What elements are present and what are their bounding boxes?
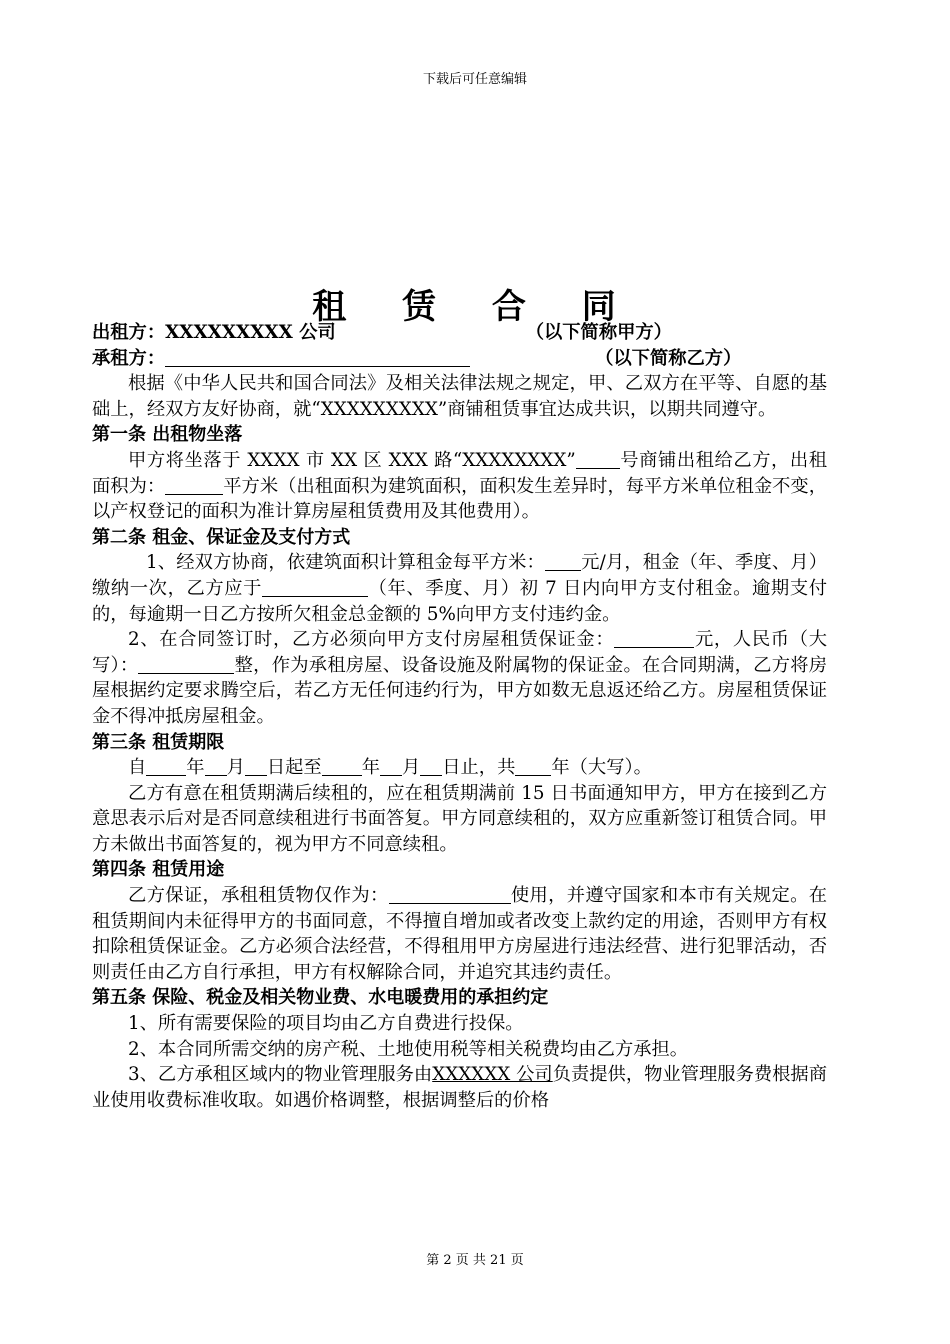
- text: 3、乙方承租区域内的物业管理服务由: [128, 1064, 433, 1086]
- section-3-paragraph-2: 乙方有意在租赁期满后续租的，应在租赁期满前 15 日书面通知甲方，甲方在接到乙方意思表示后对是否同意续租进行书面答复。甲方同意续租的，双方应重新签订租赁合同。甲方未做出书面答复的，视为甲方不同意续租。: [92, 782, 827, 855]
- section-5-heading: 第五条 保险、税金及相关物业费、水电暖费用的承担约定: [92, 987, 549, 1009]
- text: 负责提供，物业管理服务费根据商业使用收费标准收取。如遇价格调整，根据调整后的价格: [92, 1064, 827, 1111]
- area-blank: [165, 475, 223, 495]
- text: 月: [226, 757, 245, 779]
- text: 号商铺出租给乙方，出租面积为：: [92, 449, 828, 497]
- section-2-paragraph-1: [92, 550, 827, 627]
- property-company: XXXXXX 公司: [432, 1064, 553, 1086]
- section-1-heading: 第一条 出租物坐落: [92, 424, 243, 446]
- text: 年（大写）。: [551, 757, 652, 779]
- usage-blank: [389, 884, 511, 904]
- text: 月: [401, 757, 421, 779]
- lessor-label: 出租方：: [92, 322, 166, 343]
- end-year-blank: [322, 756, 362, 776]
- text: 1、经双方协商，依建筑面积计算租金每平方米：: [146, 552, 545, 574]
- text: 年: [186, 757, 205, 779]
- section-1-paragraph: [92, 448, 827, 525]
- section-2-heading: 第二条 租金、保证金及支付方式: [92, 526, 351, 548]
- text: 整，作为承租房屋、设备设施及附属物的保证金。在合同期满，乙方将房屋根据约定要求腾空后，若乙方无任何违约行为，甲方如数无息返还给乙方。房屋租赁保证金不得冲抵房屋租金。: [92, 654, 828, 727]
- lessee-name-blank: [165, 347, 470, 367]
- lessor-note: （以下简称甲方）: [525, 322, 672, 343]
- text: 乙方保证，承租租赁物仅作为：: [128, 885, 389, 907]
- payment-period-blank: [262, 577, 368, 597]
- text: 2、在合同签订时，乙方必须向甲方支付房屋租赁保证金：: [128, 629, 615, 651]
- deposit-amount-blank: [614, 628, 694, 648]
- section-2-paragraph-2: [92, 627, 827, 729]
- contract-title: 租 赁 合 同: [312, 287, 638, 327]
- section-4-heading: 第四条 租赁用途: [92, 859, 225, 881]
- text: 使用，并遵守国家和本市有关规定。在租赁期间内未征得甲方的书面同意，不得擅自增加或者改变上款约定的用途，否则甲方有权扣除租赁保证金。乙方必须合法经营，不得租用甲方房屋进行违法经营、进行犯罪活动，否则责任由乙方自行承担，甲方有权解除合同，并追究其违约责任。: [92, 885, 828, 983]
- section-5-paragraph-2: 2、本合同所需交纳的房产税、土地使用税等相关税费均由乙方承担。: [128, 1038, 689, 1060]
- text: 日起至: [266, 757, 322, 779]
- text: 甲方将坐落于 XXXX 市 XX 区 XXX 路“XXXXXXXX”: [128, 449, 576, 471]
- page-header: 下载后可任意编辑: [422, 72, 527, 87]
- shop-number-blank: [576, 449, 620, 469]
- contract-body: [92, 320, 827, 1113]
- lessor-name: XXXXXXXXX 公司: [165, 322, 336, 343]
- end-month-blank: [380, 756, 402, 776]
- text: （年、季度、月）初 7 日内向甲方支付租金。逾期支付的，每逾期一日乙方按所欠租金总金额的 5%向甲方支付违约金。: [92, 577, 827, 625]
- start-day-blank: [245, 756, 267, 776]
- text: 日止，共: [442, 757, 516, 779]
- section-5-paragraph-1: 1、所有需要保险的项目均由乙方自费进行投保。: [128, 1013, 524, 1035]
- page-footer: 第 2 页 共 21 页: [426, 1253, 524, 1268]
- text: 自: [128, 757, 147, 779]
- start-month-blank: [205, 756, 227, 776]
- start-year-blank: [146, 756, 186, 776]
- text: 年: [361, 757, 380, 779]
- text: 元/月，租金（年、季度、月）缴纳一次，乙方应于: [92, 552, 827, 599]
- end-day-blank: [420, 756, 442, 776]
- lessee-note: （以下简称乙方）: [595, 347, 742, 369]
- lessor-line: [92, 320, 827, 346]
- lessee-label: 承租方：: [92, 347, 166, 369]
- section-5-paragraph-3: [92, 1062, 827, 1113]
- deposit-words-blank: [138, 654, 234, 674]
- text: 平方米（出租面积为建筑面积，面积发生差异时，每平方米单位租金不变，以产权登记的面积为准计算房屋租赁费用及其他费用）。: [92, 475, 828, 523]
- text: 元，人民币（大写）：: [92, 629, 827, 676]
- total-years-blank: [515, 756, 551, 776]
- section-3-term-line: [92, 755, 827, 781]
- rent-price-blank: [545, 551, 581, 571]
- lessee-line: [92, 346, 827, 372]
- section-4-paragraph: [92, 883, 827, 985]
- section-3-heading: 第三条 租赁期限: [92, 731, 225, 753]
- intro-paragraph: 根据《中华人民共和国合同法》及相关法律法规之规定，甲、乙双方在平等、自愿的基础上，经双方友好协商，就“XXXXXXXXX”商铺租赁事宜达成共识，以期共同遵守。: [92, 373, 827, 420]
